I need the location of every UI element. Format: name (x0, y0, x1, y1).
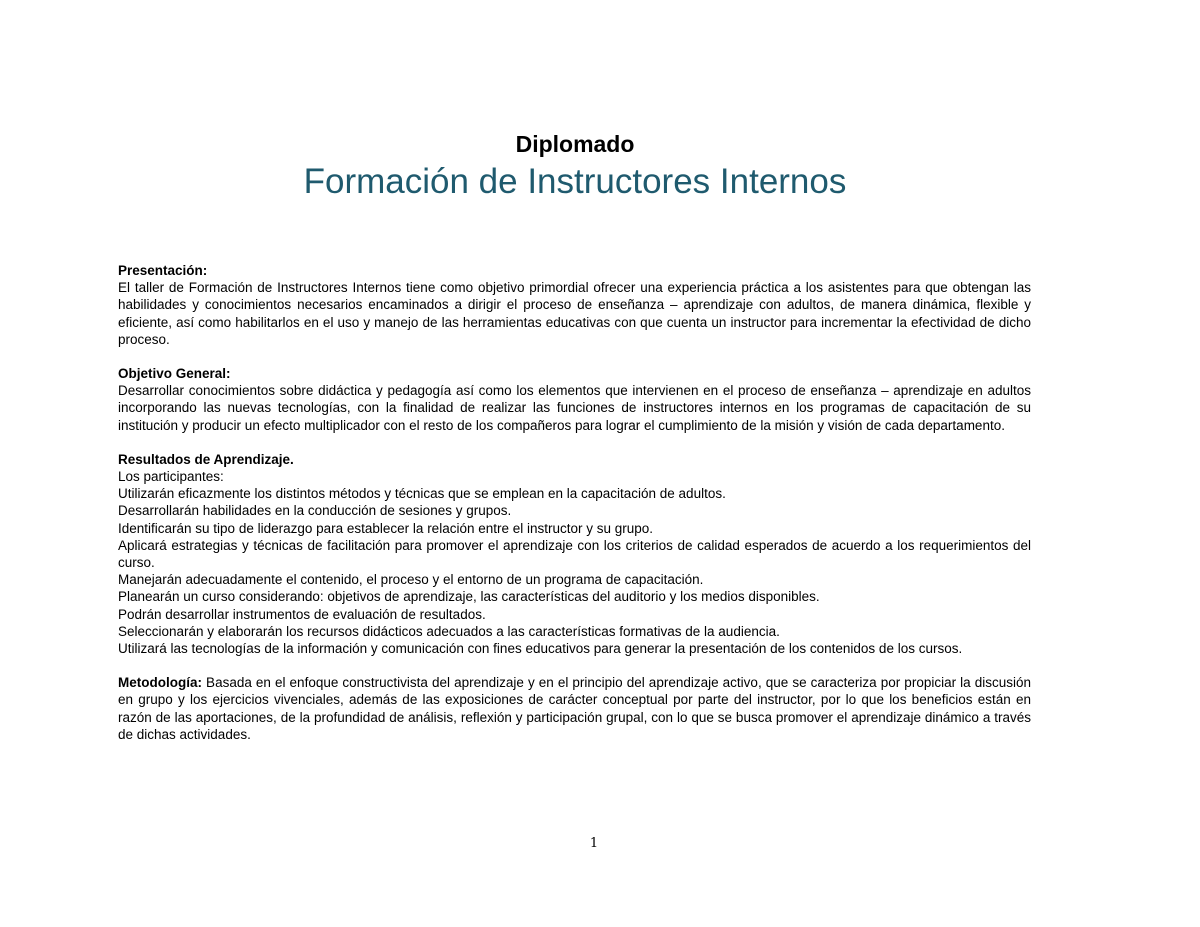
section-heading-objetivo: Objetivo General: (118, 366, 231, 382)
resultado-item: Utilizará las tecnologías de la información y comunicación con fines educativos para generar la presentación de los contenidos de los cursos. (118, 641, 963, 657)
section-presentacion (118, 262, 1031, 348)
section-heading-resultados: Resultados de Aprendizaje. (118, 451, 294, 467)
resultado-item: Identificarán su tipo de liderazgo para establecer la relación entre el instructor y su grupo. (118, 520, 654, 536)
page-number: 1 (589, 836, 599, 851)
resultado-item: Podrán desarrollar instrumentos de evaluación de resultados. (118, 606, 486, 622)
document-title: Formación de Instructores Internos (303, 162, 847, 201)
resultado-item: Manejarán adecuadamente el contenido, el proceso y el entorno de un programa de capacitación. (118, 572, 704, 588)
section-resultados (118, 451, 1031, 657)
resultado-item: Desarrollarán habilidades en la conducción de sesiones y grupos. (118, 503, 512, 519)
resultado-item: Seleccionarán y elaborarán los recursos didácticos adecuados a las características formativas de la audiencia. (118, 623, 780, 639)
section-text-metodologia: Basada en el enfoque constructivista del aprendizaje y en el principio del aprendizaje activo, que se caracteriza por propiciar la discusión en grupo y los ejercicios vivenciales, además de las exposiciones de carácter conceptual por parte del instructor, por lo que los beneficios están en razón de las aportaciones, de la profundidad de análisis, reflexión y participación grupal, con lo que se busca promover el aprendizaje dinámico a través de dichas actividades. (118, 675, 1031, 742)
title-block (0, 128, 1150, 204)
section-text-presentacion: El taller de Formación de Instructores Internos tiene como objetivo primordial ofrecer una experiencia práctica a los asistentes para que obtengan las habilidades y conocimientos necesarios encaminados a dirigir el proceso de enseñanza – aprendizaje con adultos, de manera dinámica, flexible y eficiente, así como habilitarlos en el uso y manejo de las herramientas educativas con que cuenta un instructor para incrementar la efectividad de dicho proceso. (118, 280, 1031, 347)
section-heading-presentacion: Presentación: (118, 263, 208, 278)
resultado-item: Utilizarán eficazmente los distintos métodos y técnicas que se emplean en la capacitación de adultos. (118, 486, 726, 502)
section-objetivo-general (118, 365, 1031, 434)
resultado-item: Planearán un curso considerando: objetivos de aprendizaje, las características del auditorio y los medios disponibles. (118, 589, 820, 605)
section-metodologia (118, 674, 1031, 743)
document-body (118, 262, 1031, 760)
resultados-intro: Los participantes: (118, 469, 224, 485)
section-heading-metodologia: Metodología: (118, 675, 202, 691)
document-kicker: Diplomado (515, 131, 635, 157)
section-text-objetivo: Desarrollar conocimientos sobre didáctica y pedagogía así como los elementos que intervienen en el proceso de enseñanza – aprendizaje en adultos incorporando las nuevas tecnologías, con la finalidad de realizar las funciones de instructores internos en los programas de capacitación de su institución y producir un efecto multiplicador con el resto de los compañeros para lograr el cumplimiento de la misión y visión de cada departamento. (118, 383, 1031, 433)
resultado-item: Aplicará estrategias y técnicas de facilitación para promover el aprendizaje con los criterios de calidad esperados de acuerdo a los requerimientos del curso. (118, 537, 1031, 571)
